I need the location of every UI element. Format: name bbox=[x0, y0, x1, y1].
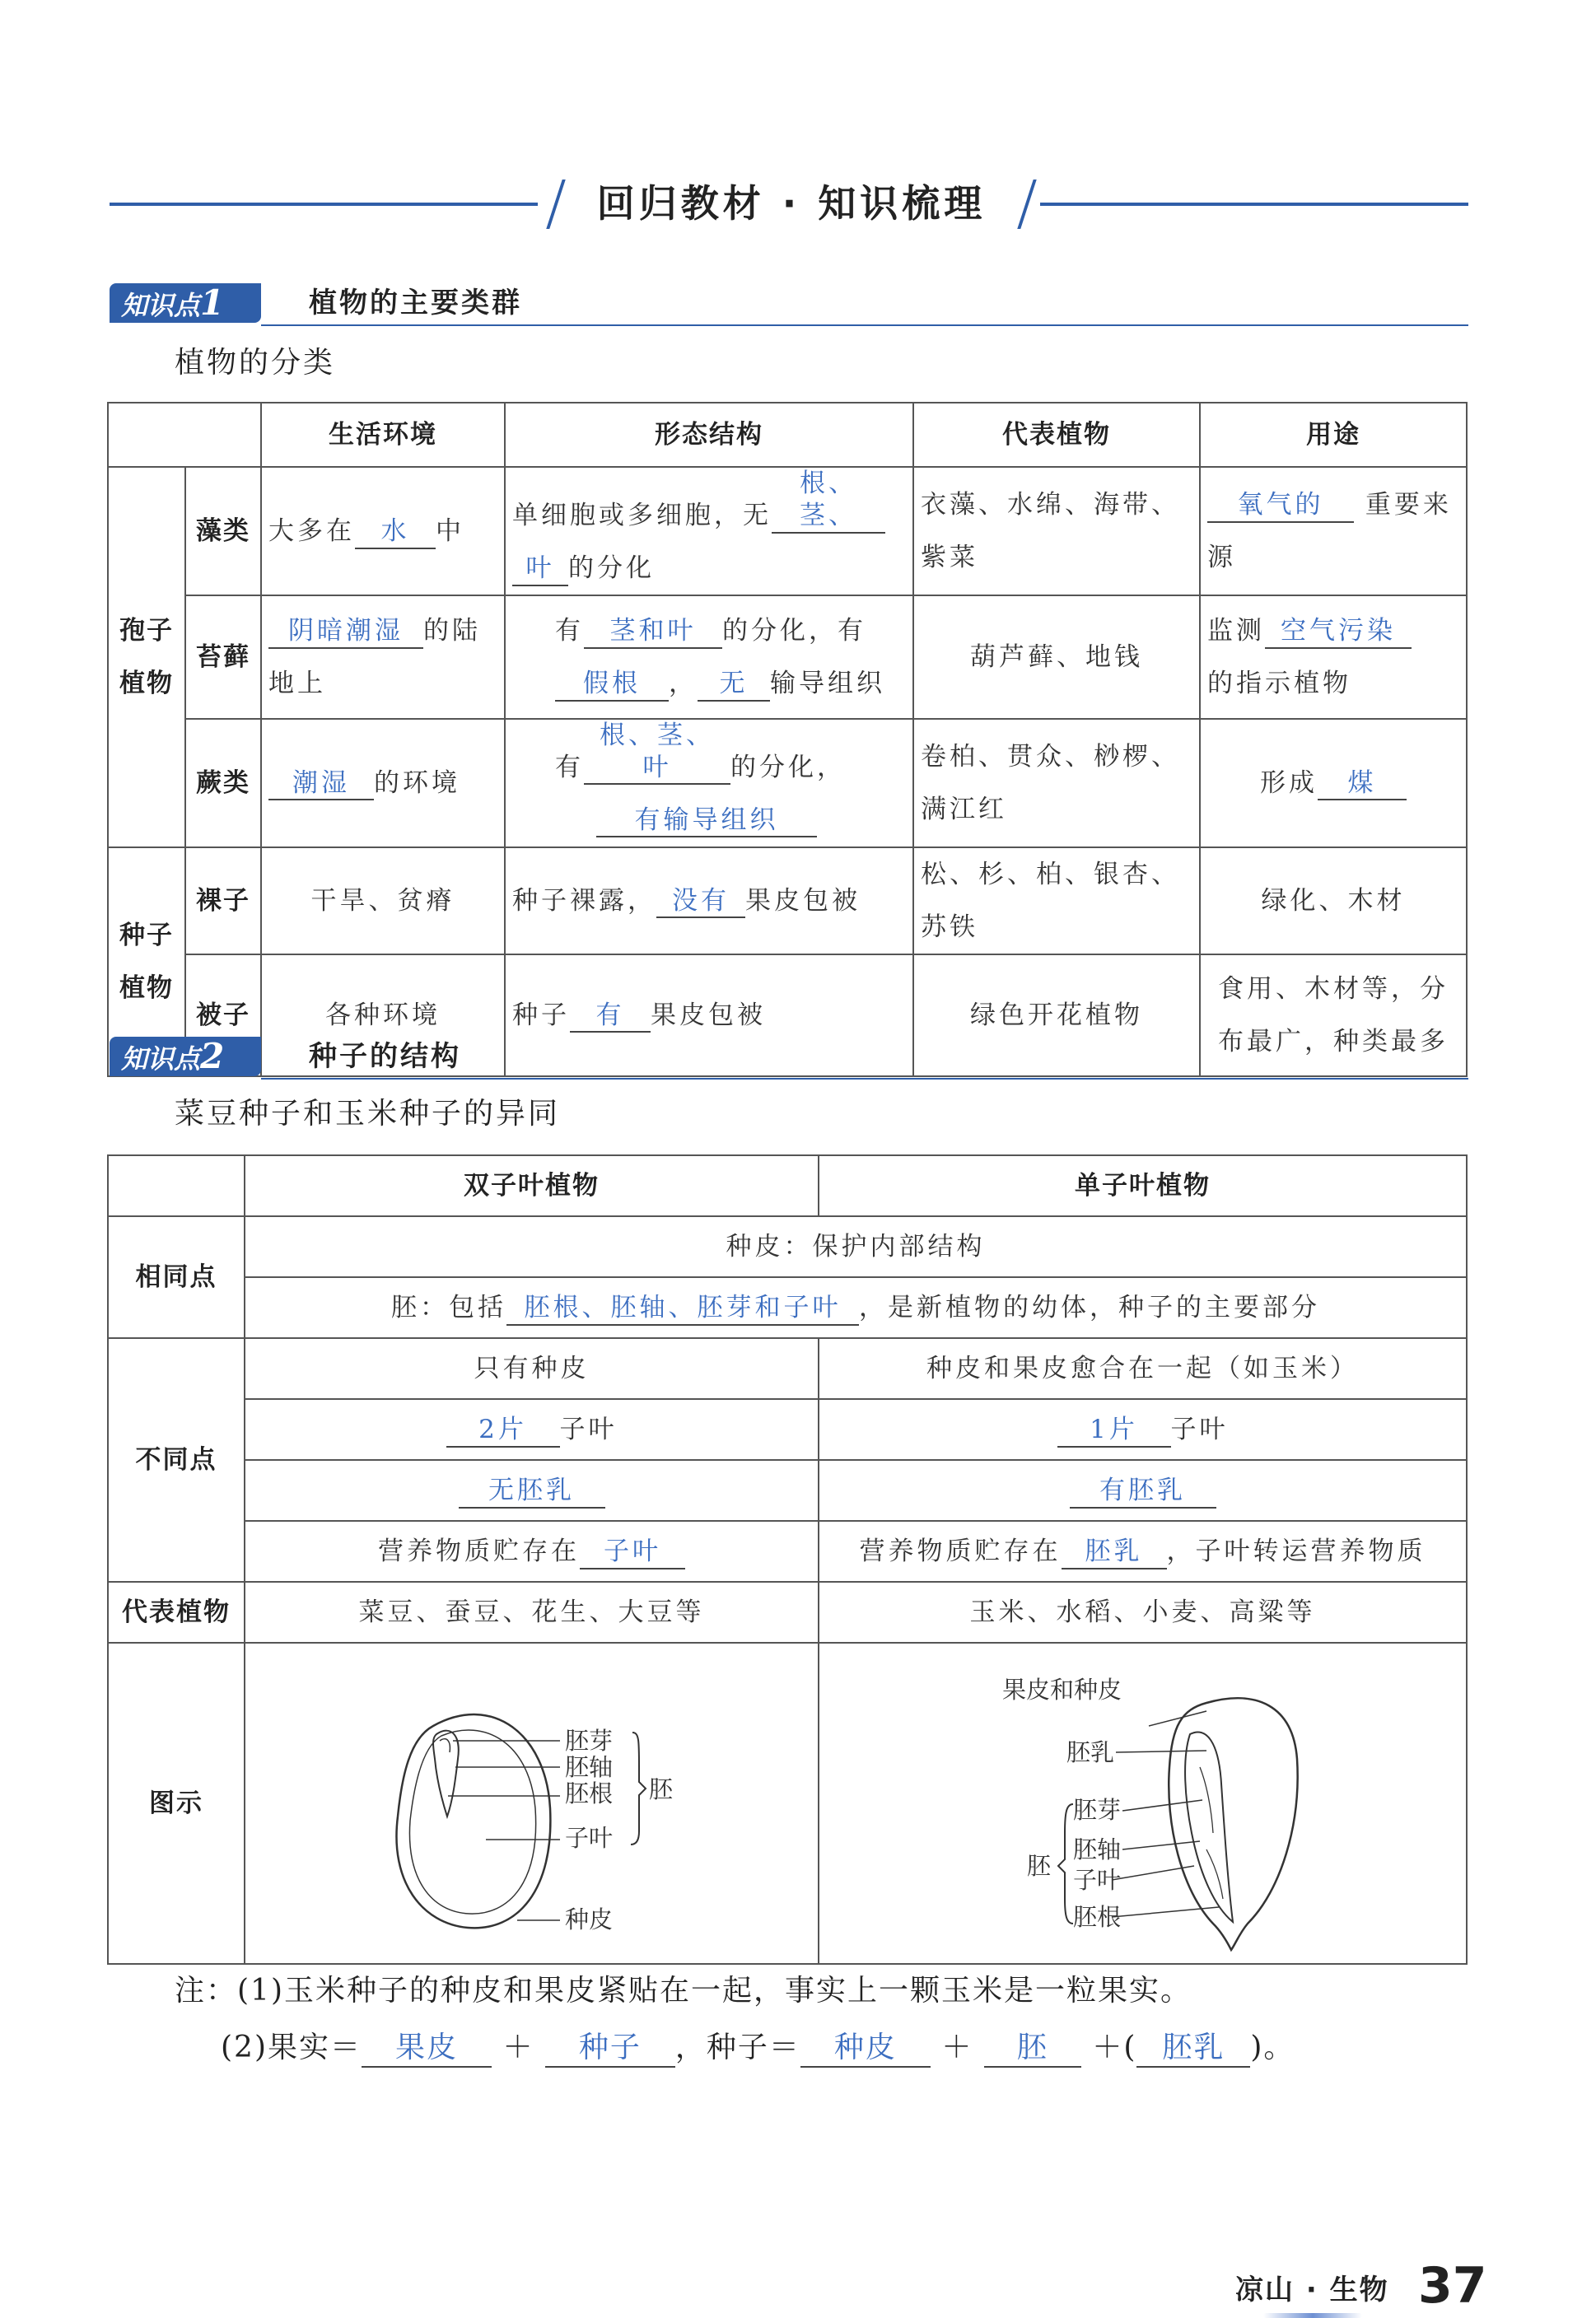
algae-form-pre: 单细胞或多细胞，无 bbox=[512, 500, 772, 530]
fern-structure bbox=[505, 719, 913, 847]
page-number: 37 bbox=[1418, 2257, 1487, 2315]
moss-use-post: 的指示植物 bbox=[1207, 668, 1351, 698]
header-environment: 生活环境 bbox=[261, 403, 505, 467]
angio-environment: 各种环境 bbox=[261, 954, 505, 1076]
same-embryo-answer: 胚根、胚轴、胚芽和子叶 bbox=[506, 1292, 859, 1326]
moss-structure bbox=[505, 595, 913, 719]
fern-form-answer1: 根、茎、叶 bbox=[584, 720, 730, 786]
diff-cotyledon-left bbox=[245, 1399, 819, 1460]
header-structure: 形态结构 bbox=[505, 403, 913, 467]
seed-structure-table bbox=[107, 1154, 1468, 1965]
note2-plus3: ＋( bbox=[1092, 2031, 1137, 2064]
corn-label-plumule: 胚芽 bbox=[1073, 1796, 1122, 1824]
label-same: 相同点 bbox=[108, 1216, 245, 1338]
note2-plus2: ＋ bbox=[941, 2031, 973, 2064]
fern-environment bbox=[261, 719, 505, 847]
note2-answer-endosperm: 胚乳 bbox=[1136, 2029, 1250, 2068]
diff-cotyledon-left-post: 子叶 bbox=[559, 1415, 618, 1444]
kp1-subtitle: 植物的分类 bbox=[175, 346, 336, 380]
note2-answer-embryo: 胚 bbox=[984, 2029, 1081, 2068]
note-line-2 bbox=[221, 2027, 1295, 2068]
kp1-header bbox=[110, 280, 1468, 326]
corn-label-embryo: 胚 bbox=[1027, 1852, 1052, 1880]
diff-endosperm-right bbox=[819, 1460, 1467, 1521]
diff-nutrient-right bbox=[819, 1521, 1467, 1582]
moss-form-answer2: 假根 bbox=[555, 668, 669, 702]
banner-rule-left bbox=[110, 203, 538, 206]
moss-use-answer: 空气污染 bbox=[1265, 615, 1412, 649]
diff-endosperm-right-answer: 有胚乳 bbox=[1070, 1475, 1216, 1509]
bean-seed-diagram bbox=[245, 1644, 819, 1963]
section-banner bbox=[110, 175, 1468, 232]
banner-title: 回归教材 · 知识梳理 bbox=[596, 181, 987, 226]
diff-coat-right: 种皮和果皮愈合在一起（如玉米） bbox=[819, 1338, 1467, 1399]
table2-corner bbox=[108, 1155, 245, 1216]
gymno-use: 绿化、木材 bbox=[1200, 847, 1467, 954]
gymno-structure bbox=[505, 847, 913, 954]
angio-use: 食用、木材等，分布最广，种类最多 bbox=[1200, 954, 1467, 1076]
fern-use-pre: 形成 bbox=[1260, 767, 1318, 798]
diff-endosperm-left bbox=[245, 1460, 819, 1521]
note2-answer-seedcoat: 种皮 bbox=[800, 2029, 931, 2068]
kp1-underline bbox=[261, 324, 1468, 326]
note2-answer-seed: 种子 bbox=[545, 2029, 675, 2068]
note2-mid: ，种子＝ bbox=[674, 2031, 800, 2064]
algae-env-answer: 水 bbox=[355, 515, 436, 549]
diff-coat-left: 只有种皮 bbox=[245, 1338, 819, 1399]
moss-form-mid: 的分化，有 bbox=[722, 615, 866, 646]
moss-form-sep: ， bbox=[669, 668, 698, 698]
bean-seed-figure-cell bbox=[245, 1643, 819, 1964]
same-seed-coat: 种皮：保护内部结构 bbox=[245, 1216, 1467, 1277]
rep-monocot: 玉米、水稻、小麦、高粱等 bbox=[819, 1582, 1467, 1643]
moss-env-post: 的陆地上 bbox=[268, 615, 481, 698]
corn-label-radicle: 胚根 bbox=[1073, 1903, 1122, 1931]
note-line-1 bbox=[175, 1971, 1192, 2012]
label-representative: 代表植物 bbox=[108, 1582, 245, 1643]
angio-form-post: 果皮包被 bbox=[651, 1000, 766, 1030]
row-fern-name: 蕨类 bbox=[185, 719, 261, 847]
footer-underline bbox=[1263, 2313, 1362, 2318]
footer-label: 凉山 · 生物 bbox=[1235, 2274, 1389, 2306]
label-figure: 图示 bbox=[108, 1643, 245, 1964]
diff-nutrient-right-answer: 胚乳 bbox=[1062, 1536, 1167, 1569]
algae-use bbox=[1200, 467, 1467, 595]
label-diff: 不同点 bbox=[108, 1338, 245, 1582]
moss-use-pre: 监测 bbox=[1207, 615, 1265, 646]
rep-dicot: 菜豆、蚕豆、花生、大豆等 bbox=[245, 1582, 819, 1643]
kp2-title: 种子的结构 bbox=[309, 1040, 461, 1073]
corn-seed-outline bbox=[1169, 1698, 1297, 1950]
algae-form-answer1: 根、茎、 bbox=[772, 468, 885, 534]
kp1-badge-num: 1 bbox=[200, 282, 225, 323]
kp1-title: 植物的主要类群 bbox=[309, 287, 522, 319]
bean-label-plumule: 胚芽 bbox=[565, 1727, 614, 1755]
kp1-badge-text: 知识点 bbox=[121, 290, 201, 321]
diff-nutrient-left bbox=[245, 1521, 819, 1582]
moss-use bbox=[1200, 595, 1467, 719]
bean-embryo-brace bbox=[631, 1733, 646, 1845]
bean-label-hypocotyl: 胚轴 bbox=[565, 1753, 614, 1781]
gymno-form-post: 果皮包被 bbox=[745, 885, 861, 916]
header-representative: 代表植物 bbox=[913, 403, 1200, 467]
diff-cotyledon-left-answer: 2片 bbox=[446, 1414, 560, 1448]
plant-classification-table bbox=[107, 402, 1468, 1077]
same-embryo bbox=[245, 1277, 1467, 1338]
moss-form-answer3: 无 bbox=[698, 668, 770, 702]
row-moss-name: 苔藓 bbox=[185, 595, 261, 719]
bean-seed-outline bbox=[396, 1714, 550, 1928]
row-algae-name: 藻类 bbox=[185, 467, 261, 595]
note2-plus1: ＋ bbox=[502, 2031, 534, 2064]
corn-embryo-brace bbox=[1058, 1804, 1073, 1924]
header-dicot: 双子叶植物 bbox=[245, 1155, 819, 1216]
diff-cotyledon-right-post: 子叶 bbox=[1170, 1415, 1229, 1444]
note2-answer-pericarp: 果皮 bbox=[362, 2029, 492, 2068]
header-monocot: 单子叶植物 bbox=[819, 1155, 1467, 1216]
bean-label-seedcoat: 种皮 bbox=[565, 1905, 614, 1933]
gymno-form-answer: 没有 bbox=[656, 885, 745, 919]
corn-label-cotyledon: 子叶 bbox=[1073, 1866, 1122, 1894]
note2-end: )。 bbox=[1250, 2031, 1295, 2064]
same-embryo-post: ，是新植物的幼体，种子的主要部分 bbox=[859, 1293, 1320, 1322]
gymno-representative: 松、杉、柏、银杏、苏铁 bbox=[913, 847, 1200, 954]
bean-label-radicle: 胚根 bbox=[565, 1779, 614, 1807]
same-embryo-pre: 胚：包括 bbox=[391, 1293, 506, 1322]
corn-label-hypocotyl: 胚轴 bbox=[1073, 1835, 1122, 1863]
bean-label-cotyledon: 子叶 bbox=[565, 1824, 614, 1852]
note-line-1-text: 注：(1)玉米种子的种皮和果皮紧贴在一起，事实上一颗玉米是一粒果实。 bbox=[175, 1974, 1192, 2008]
bean-seed-inner bbox=[409, 1730, 535, 1914]
diff-nutrient-left-pre: 营养物质贮存在 bbox=[378, 1537, 580, 1566]
diff-nutrient-right-pre: 营养物质贮存在 bbox=[859, 1537, 1062, 1566]
moss-representative: 葫芦藓、地钱 bbox=[913, 595, 1200, 719]
moss-environment bbox=[261, 595, 505, 719]
header-use: 用途 bbox=[1200, 403, 1467, 467]
kp1-badge bbox=[110, 283, 261, 323]
algae-env-post: 中 bbox=[436, 515, 464, 546]
angio-form-answer: 有 bbox=[570, 1000, 651, 1033]
group-spore-plants: 孢子植物 bbox=[108, 467, 185, 847]
algae-form-answer2: 叶 bbox=[512, 553, 568, 586]
table1-corner bbox=[108, 403, 261, 467]
kp2-badge-text: 知识点 bbox=[121, 1043, 201, 1075]
kp2-badge bbox=[110, 1037, 261, 1076]
fern-env-answer: 潮湿 bbox=[268, 767, 374, 801]
algae-form-post: 的分化 bbox=[568, 553, 655, 583]
algae-structure bbox=[505, 467, 913, 595]
row-angio-name: 被子 bbox=[185, 954, 261, 1076]
kp2-badge-num: 2 bbox=[200, 1036, 225, 1076]
bean-embryo bbox=[433, 1731, 459, 1817]
fern-env-post: 的环境 bbox=[374, 767, 460, 798]
moss-form-answer1: 茎和叶 bbox=[584, 615, 722, 649]
row-gymno-name: 裸子 bbox=[185, 847, 261, 954]
kp2-underline bbox=[261, 1078, 1468, 1080]
corn-seed-figure-cell bbox=[819, 1643, 1467, 1964]
fern-form-answer2: 有输导组织 bbox=[596, 805, 817, 838]
group-seed-plants: 种子植物 bbox=[108, 847, 185, 1076]
diff-endosperm-left-answer: 无胚乳 bbox=[459, 1475, 605, 1509]
angio-representative: 绿色开花植物 bbox=[913, 954, 1200, 1076]
corn-label-pericarp: 果皮和种皮 bbox=[1002, 1676, 1122, 1704]
moss-env-answer: 阴暗潮湿 bbox=[268, 615, 423, 649]
fern-form-mid: 的分化， bbox=[730, 752, 846, 782]
diff-cotyledon-right-answer: 1片 bbox=[1057, 1414, 1171, 1448]
moss-form-pre: 有 bbox=[555, 615, 584, 646]
bean-label-embryo: 胚 bbox=[649, 1775, 674, 1803]
moss-form-post: 输导组织 bbox=[770, 668, 885, 698]
angio-form-pre: 种子 bbox=[512, 1000, 570, 1030]
algae-env-pre: 大多在 bbox=[268, 515, 355, 546]
diff-cotyledon-right bbox=[819, 1399, 1467, 1460]
gymno-form-pre: 种子裸露， bbox=[512, 885, 656, 916]
banner-rule-right bbox=[1040, 203, 1468, 206]
algae-representative: 衣藻、水绵、海带、紫菜 bbox=[913, 467, 1200, 595]
fern-use-answer: 煤 bbox=[1318, 767, 1407, 801]
diff-nutrient-right-post: ，子叶转运营养物质 bbox=[1166, 1537, 1426, 1566]
kp2-header bbox=[110, 1033, 1468, 1080]
corn-seed-diagram bbox=[819, 1644, 1468, 1963]
note2-pre: (2)果实＝ bbox=[221, 2031, 362, 2064]
corn-label-endosperm: 胚乳 bbox=[1066, 1738, 1115, 1766]
algae-use-post: 重要来源 bbox=[1207, 489, 1452, 572]
fern-use bbox=[1200, 719, 1467, 847]
fern-representative: 卷柏、贯众、桫椤、满江红 bbox=[913, 719, 1200, 847]
diff-nutrient-left-answer: 子叶 bbox=[580, 1536, 685, 1569]
algae-environment bbox=[261, 467, 505, 595]
gymno-environment: 干旱、贫瘠 bbox=[261, 847, 505, 954]
algae-use-answer: 氧气的 bbox=[1207, 489, 1354, 523]
fern-form-pre: 有 bbox=[555, 752, 584, 782]
kp2-subtitle: 菜豆种子和玉米种子的异同 bbox=[175, 1097, 561, 1131]
